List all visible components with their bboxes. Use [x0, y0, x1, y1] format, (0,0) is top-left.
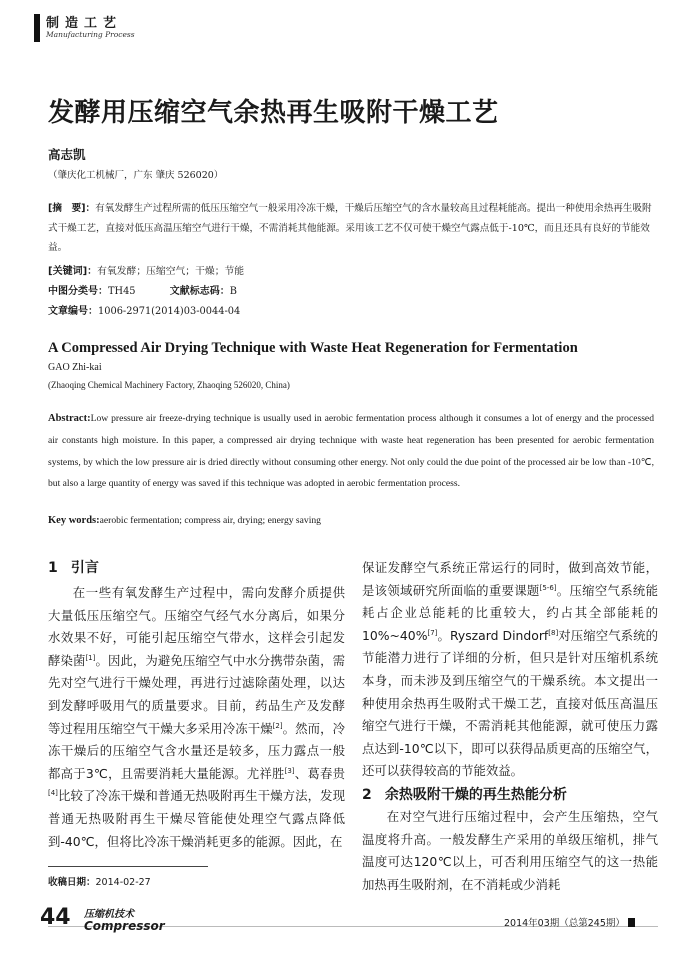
- citation: [5-6]: [539, 583, 557, 592]
- issue-marker: [628, 918, 635, 927]
- received-label: 收稿日期：: [48, 877, 96, 888]
- section-1-title: 引言: [70, 560, 99, 576]
- citation: [7]: [427, 628, 438, 637]
- keywords-cn-text: 有氧发酵；压缩空气；干燥；节能: [97, 266, 245, 277]
- journal-logo-en: Compressor: [84, 919, 165, 933]
- received-date: [48, 874, 151, 888]
- body-column-left: [48, 582, 345, 860]
- journal-section-en: Manufacturing Process: [46, 30, 135, 39]
- article-no-label: 文章编号：: [48, 306, 98, 317]
- issue-text: 2014年03期（总第245期）: [504, 918, 625, 929]
- abstract-en: [48, 408, 654, 495]
- journal-logo: [84, 909, 165, 933]
- received-value: 2014-02-27: [95, 877, 151, 888]
- section-2-paragraph: 在对空气进行压缩过程中，会产生压缩热，空气温度将升高。一般发酵生产采用的单级压缩机，排气温度可达120℃以上，可否利用压缩空气的这一热能加热再生吸附剂，在不消耗或少消耗: [362, 809, 658, 892]
- keywords-cn-label: [关键词]：: [48, 266, 98, 277]
- body-column-right: [362, 557, 658, 783]
- section-1-paragraph-part-1: 在一些有氧发酵生产过程中，需向发酵介质提供大量低压压缩空气。压缩空气经气水分离后，如果分水效果不好，可能引起压缩空气带水，这样会引起发酵染菌[1]。因此，为避免压缩空气中水分携带杂菌，需先对空气进行干燥处理，再进行过滤除菌处理，以达到发酵呼吸用气的质量要求。目前，药品生产及发酵等过程用压缩空气干燥大多采用冷冻干燥[2]。然而，冷冻干燥后的压缩空气含水量还是较多，压力露点一般都高于3℃，且需要消耗大量能源。尤祥胜[3]、葛春贵[4]比较了冷冻干燥和普通无热吸附再生干燥方法，发现普通无热吸附再生干燥尽管能使处理空气露点降低到-40℃，但将比冷冻干燥消耗更多的能源。因此，在: [48, 585, 345, 849]
- footnote-rule: [48, 866, 208, 867]
- article-number-line: [48, 302, 240, 317]
- doc-code-label: 文献标志码：: [169, 286, 230, 297]
- section-1-paragraph-part-2: 保证发酵空气系统正常运行的同时，做到高效节能，是该领域研究所面临的重要课题[5-6]。压缩空气系统能耗占企业总能耗的比重较大，约占其全部能耗的10%~40%[7]。Ryszard Dindorf[8]对压缩空气系统的节能潜力进行了详细的分析，但只是针对压缩机系统本身，而未涉及到压缩空气的干燥系统。本文提出一种使用余热再生吸附式干燥工艺，直接对低压高温压缩空气进行干燥，不需消耗其他能源，就可使压力露点达到-10℃以下，即可以获得品质更高的压缩空气，还可以获得较高的节能效益。: [362, 560, 659, 779]
- citation: [3]: [284, 766, 295, 775]
- citation: [1]: [85, 653, 96, 662]
- abstract-cn-text: 有氧发酵生产过程所需的低压压缩空气一般采用冷冻干燥，干燥后压缩空气的含水量较高且过程耗能高。提出一种使用余热再生吸附式干燥工艺，直接对低压高温压缩空气进行干燥，不需消耗其他能源。采用该工艺不仅可使干燥空气露点低于-10℃，而且还具有良好的节能效益。: [48, 203, 652, 253]
- journal-logo-cn: 压缩机技术: [84, 909, 134, 920]
- section-2-heading: [362, 784, 567, 804]
- journal-section-cn: 制造工艺: [46, 16, 123, 31]
- citation: [2]: [272, 721, 283, 730]
- citation: [8]: [548, 628, 559, 637]
- keywords-en-label: Key words:: [48, 515, 100, 526]
- classification-line: [48, 282, 237, 297]
- article-title-cn: 发酵用压缩空气余热再生吸附干燥工艺: [48, 98, 499, 128]
- keywords-en-text: aerobic fermentation; compress air, drying; energy saving: [99, 515, 321, 526]
- page-number: 44: [40, 905, 71, 930]
- section-2-number: 2: [362, 787, 372, 803]
- abstract-cn-label: [摘 要]：: [48, 203, 96, 214]
- header-bar: [34, 14, 40, 42]
- author-en: GAO Zhi-kai: [48, 362, 102, 373]
- keywords-en: [48, 515, 321, 526]
- keywords-cn: [48, 262, 244, 277]
- section-1-heading: [48, 557, 99, 577]
- section-1-number: 1: [48, 560, 58, 576]
- article-no-value: 1006-2971(2014)03-0044-04: [98, 306, 241, 317]
- affiliation-en: (Zhaoqing Chemical Machinery Factory, Zhaoqing 526020, China): [48, 380, 290, 390]
- section-2-title: 余热吸附干燥的再生热能分析: [384, 787, 567, 803]
- abstract-en-label: Abstract:: [48, 413, 91, 424]
- affiliation-cn: （肇庆化工机械厂，广东 肇庆 526020）: [48, 170, 224, 181]
- author-cn: 高志凯: [48, 147, 86, 162]
- article-title-en: A Compressed Air Drying Technique with Waste Heat Regeneration for Fermentation: [48, 340, 578, 356]
- clc-value: TH45: [108, 286, 136, 297]
- doc-code-value: B: [229, 286, 237, 297]
- abstract-en-text: Low pressure air freeze-drying technique is usually used in aerobic fermentation process although it consumes a lot of energy and the processed air constants high moisture. In this paper, a compressed air drying technique with waste heat regeneration has been presented for aerobic fermentation systems, by which the low pressure air is dried directly without consuming other energy. Not only could the due point of the processed air be low than -10℃, but also a large quantity of energy was saved if this technique was adopted in aerobic fermentation process.: [48, 413, 654, 490]
- issue-info: [504, 915, 635, 929]
- citation: [4]: [48, 789, 58, 798]
- abstract-cn: [48, 199, 654, 258]
- clc-label: 中图分类号：: [48, 286, 108, 297]
